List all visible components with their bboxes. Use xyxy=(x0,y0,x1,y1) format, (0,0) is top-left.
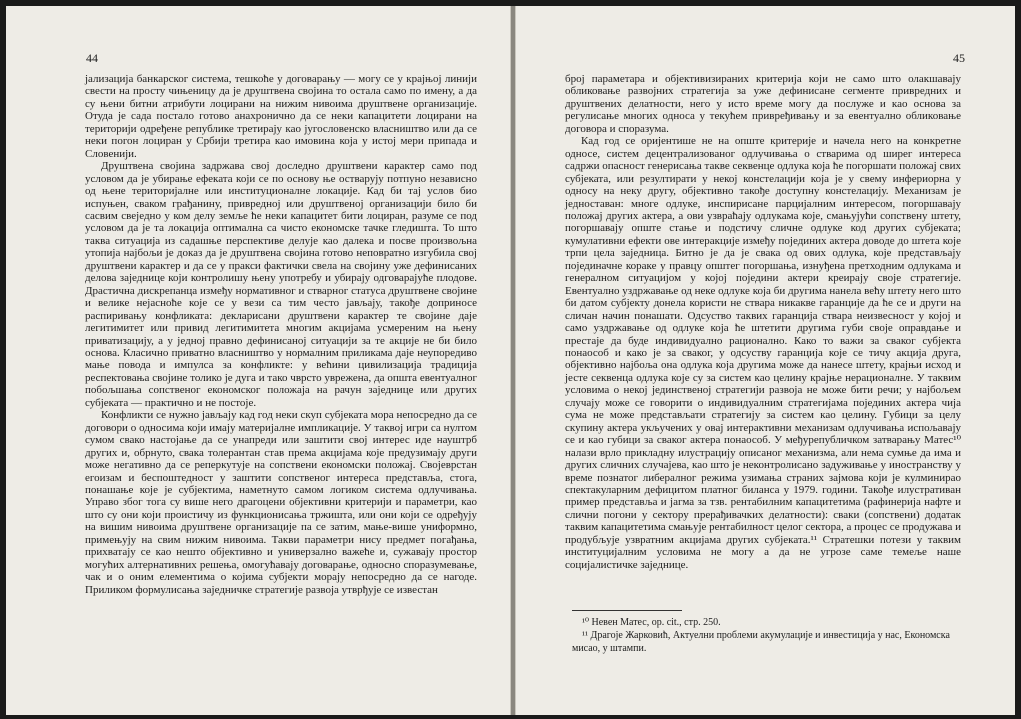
paragraph: број параметара и објективизираних критерија који не само што олакшавају обликовање развојних стратегија за уже дефинисане сегменте привредних и друштвених делатности, него у исто време могу да послуже и као основа за регулисање многих односа у текућем привређивању и за евентуално обликовање договора и споразума. xyxy=(565,73,961,135)
right-page xyxy=(515,6,1015,715)
left-page xyxy=(6,6,511,715)
left-page-body xyxy=(85,73,477,596)
paragraph: јализација банкарског система, тешкоће у договарању — могу се у крајњој линији свести на просту чињеницу да је друштвена својина то остала само по имену, а да су њени битни атрибути лоцирани на нижим нивоима друштвене организације. Отуда је сада постало готово анахронично да се неки капацитети лоцирани на територији одређене републике третирају као југословенско власништво или да се неки погон лоциран у Србији третира као имовина која у истој мери припада и Словенији. xyxy=(85,73,477,160)
paragraph: Друштвена својина задржава свој доследно друштвени карактер само под условом да је убирање ефеката који се по основу ње остварују потпуно независно од њене територијалне или институционалне локације. Кад би тај услов био испуњен, сваком грађанину, привредној или друштвеној организацији било би сасвим свеједно у ком делу земље ће неки капацитет бити лоциран, разуме се под условом да је та локација оптимална са чисто економске тачке гледишта. То што таква ситуација из садашње перспективе делује као далека и посве произвољна утопија најбољи је доказ да је друштвена својина готово неповратно изгубила свој друштвени карактер и да се у пракси фактички свела на својину уже дефинисаних делова заједнице који контролишу њену употребу и убирају одговарајуће плодове. Драстична дискрепанца између нормативног и стварног статуса друштвене својине и велике нејасноће које се у вези са тим често јављају, такође доприносе распиривању конфликата: декларисани друштвени карактер те својине даје легитимитет или привид легитимитета многим акцијама усмереним на њену приватизацију, а у једној правно дефинисаној ситуацији за те акције не би било основа. Класично приватно власништво у нормалним приликама даје неупоредиво мање повода и импулса за конфликте: у већини цивилизација традиција респектовања својине толико је дуга и тако чврсто уврежена, да општа евентуалног побољшања сопственог економског положаја на рачун заједнице или других субјеката — практично и не постоје. xyxy=(85,160,477,409)
page-number-right: 45 xyxy=(953,51,965,65)
footnote: ¹¹ Драгоје Жарковић, Актуелни проблеми акумулације и инвестиција у нас, Економска мисао, у штампи. xyxy=(572,630,950,654)
paragraph: Кад год се оријентише не на опште критерије и начела него на конкретне односе, систем децентрализованог одлучивања о стварима од ширег интереса садржи опасност генерисања такве секвенце одлука која ће погоршати положај свих субјеката, или резултирати у некој констелацији која је у свему инфериорна у односу на неку другу, објективно такође доступну констелацију. Механизам је једноставан: многе одлуке, инспирисане парцијалним интересом, погоршавају положај других актера, а ови узвраћају одлукама које, смањујући сопствену штету, погоршавају опште стање и подстичу сличне одлуке код других субјеката; кумулативни ефекти ове интеракције између појединих актера доводе до штета које трпи цела заједница. Битно је да је свака од ових одлука, које представљају појединачне кораке у правцу општег погоршања, изнуђена претходним одлукама и генералном ситуацијом у којој поједини актери креирају своје стратегије. Евентуално уздржавање од неке одлуке која би другима нанела већу штету него што би датом субјекту донела користи не ствара никакве гаранције да ће се и други на сличан начин понашати. Одсуство таквих гаранција ствара неизвесност у којој и само уздржавање од одлуке која ће штетити другима губи своје оправдање и престаје да буде индивидуално рационално. Како то важи за сваког субјекта понаособ и како је за сваког, у одсуству гаранција које се тичу акција друга, објективно најбоља она одлука која другима може да нанесе штету, крајњи исход и јесте секвенца одлука које су за систем као целину крајње нерационалне. У таквим условима о некој јединственој стратегији развоја не може бити речи; у најбољем случају може се говорити о индивидуалним стратегијама појединих актера чија сума не може представљати стратегију за систем као целину. Губици за целу скупину актера укључених у овај интерактивни механизам одлучивања испољавају се и као губици за сваког актера понаособ. У међурепубличком затварању Матес¹⁰ налази врло прикладну илустрацију описаног механизма, али нема сумње да има и других сличних случајева, као што је неконтролисано задуживање у иностранству у време познатог либералног режима узимања страних зајмова који је кулминирао спектакуларним дефицитом платног биланса у 1979. години. Такође илустративан пример представља и јагма за тзв. рентабилним капацитетима (рафинерија нафте и слични погони у сектору прерађивачких делатности): сваки (сопствени) додатак таквим капацитетима смањује рентабилност целог сектора, а процес се продужава и продубљује узвратним акцијама других субјеката.¹¹ Стратешки потези у таквим институцијалним условима не могу а да не угрозе саме темеље наше социјалистичке заједнице. xyxy=(565,135,961,571)
right-page-body xyxy=(565,73,961,571)
footnote-divider xyxy=(572,610,682,611)
footnotes xyxy=(572,616,962,655)
page-number-left: 44 xyxy=(86,51,98,65)
paragraph: Конфликти се нужно јављају кад год неки скуп субјеката мора непосредно да се договори о односима који имају материјалне импликације. У таквој игри са нултом сумом свако настојање да се унапреди или заштити свој интерес иде науштрб других и, обрнуто, свака толерантан став према акцијама које предузимају други може негативно да се реперкутује на сопствени економски положај. Својеврстан егоизам и беспоштедност у заштити сопственог интереса представља, стога, понашање које је субјектима, наметнуто самом логиком система одлучивања. Управо због тога су више него драгоцени објективни критерији и параметри, као што су они који проистичу из функционисања тржишта, или они који се одређују на вишим нивоима друштвене организације па се затим, мање-више униформно, примењују на свим нижим нивоима. Такви параметри нису предмет погађања, прихватају се као нешто објективно и универзално важеће и, сужавају простор могућих алтернативних решења, омогућавају договарање, односно споразумевање, чак и о оним елементима о којима субјекти морају непосредно да се нагоде. Приликом формулисања заједничке стратегије развоја утврђује се известан xyxy=(85,409,477,596)
footnote: ¹⁰ Невен Матес, op. cit., стр. 250. xyxy=(582,617,721,628)
